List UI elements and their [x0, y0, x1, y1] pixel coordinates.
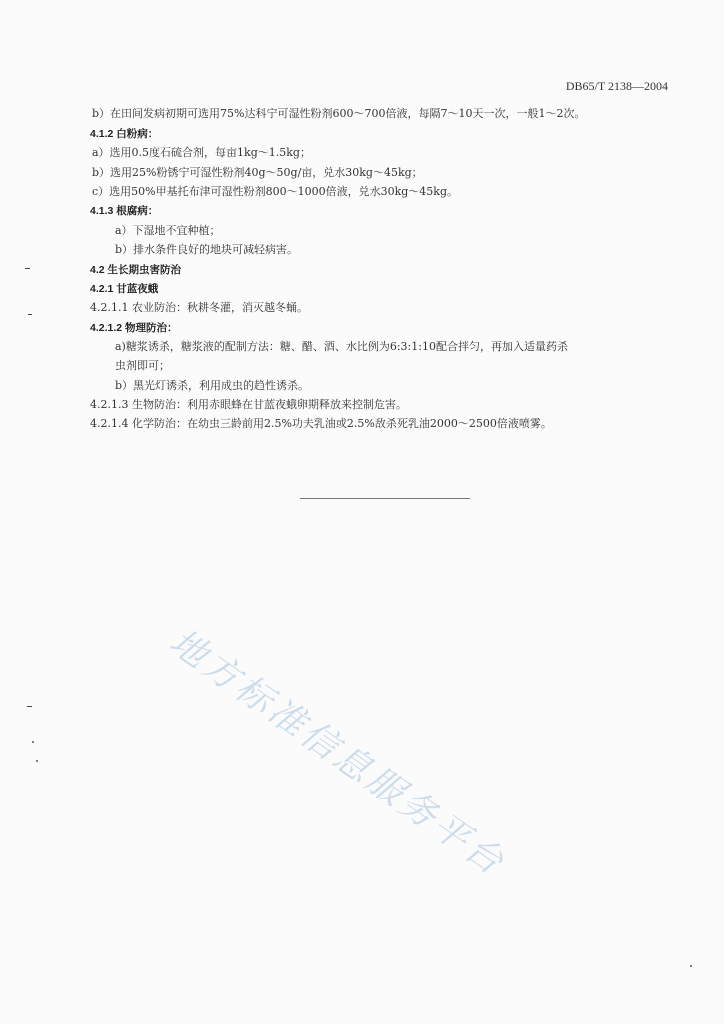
standard-code: DB65/T 2138—2004: [565, 79, 668, 93]
scan-dot: [690, 965, 692, 967]
watermark: 地方标准信息服务平台: [161, 621, 514, 885]
scan-dot: [36, 760, 38, 762]
section-heading: 4.2 生长期虫害防治: [90, 264, 182, 276]
text-line: c）选用50%甲基托布津可湿性粉剂800～1000倍液，兑水30kg～45kg。: [92, 185, 459, 198]
scan-dot: [32, 741, 34, 743]
text-line: 虫剂即可；: [115, 359, 170, 372]
scan-mark: [25, 268, 30, 269]
text-line: b）黑光灯诱杀，利用成虫的趋性诱杀。: [115, 379, 310, 392]
section-heading: 4.2.1.2 物理防治：: [90, 322, 178, 334]
text-line: a)糖浆诱杀，糖浆液的配制方法：糖、醋、酒、水比例为6:3:1:10配合拌匀，再加入适量药杀: [115, 340, 568, 353]
text-line: a）下湿地不宜种植；: [115, 224, 221, 237]
scan-mark: [27, 706, 32, 707]
section-heading: 4.2.1 甘蓝夜蛾: [90, 283, 159, 295]
text-line: b）选用25%粉锈宁可湿性粉剂40g～50g/亩，兑水30kg～45kg；: [92, 166, 423, 179]
end-rule: [300, 498, 470, 499]
text-line: 4.2.1.1 农业防治：秋耕冬灌，消灭越冬蛹。: [90, 301, 308, 314]
text-line: b）在田间发病初期可选用75%达科宁可湿性粉剂600～700倍液，每隔7～10天一次，一般1～2次。: [92, 107, 586, 120]
section-heading: 4.1.2 白粉病：: [90, 128, 159, 140]
text-line: 4.2.1.3 生物防治：利用赤眼蜂在甘蓝夜蛾卵期释放来控制危害。: [90, 398, 407, 411]
text-line: a）选用0.5度石硫合剂，每亩1kg～1.5kg；: [92, 146, 311, 159]
scan-mark: [28, 314, 32, 315]
text-line: b）排水条件良好的地块可减轻病害。: [115, 243, 299, 256]
section-heading: 4.1.3 根腐病：: [90, 205, 159, 217]
text-line: 4.2.1.4 化学防治：在幼虫三龄前用2.5%功夫乳油或2.5%敌杀死乳油2000～2500倍液喷雾。: [90, 417, 552, 430]
